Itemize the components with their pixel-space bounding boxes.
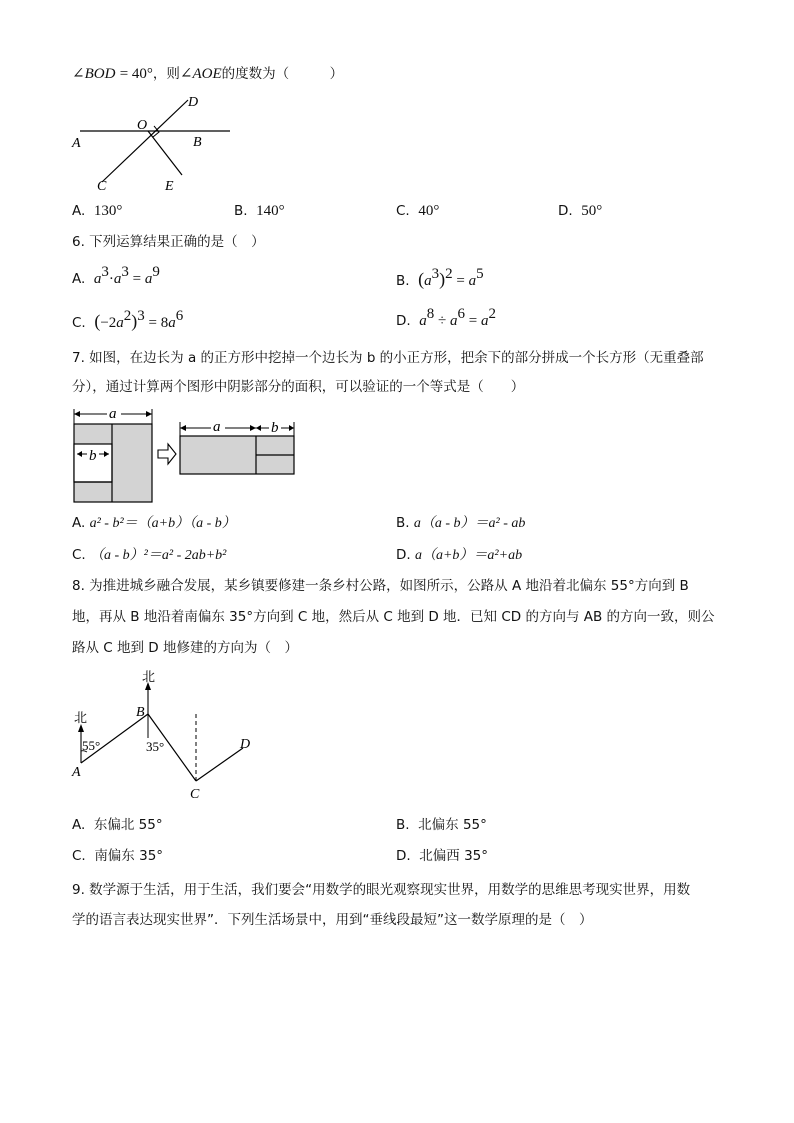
q8-option-d[interactable]: D. 北偏西 35°: [396, 848, 489, 864]
north-arrow-a-icon: [78, 724, 84, 732]
q6-option-a[interactable]: A. $a^3\cdot a^3 = a^9$: [72, 264, 160, 287]
label-b: B: [193, 135, 202, 150]
q7-option-a[interactable]: A. a² - b²＝（a+b）（a - b）: [72, 515, 236, 531]
angle-35-label: 35°: [146, 739, 165, 754]
point-a: A: [72, 765, 81, 780]
label-a: A: [72, 136, 81, 151]
q8-figure: [68, 668, 268, 803]
q7-option-b[interactable]: B. a（a - b）＝a² - ab: [396, 515, 526, 531]
q8-stem-line3: 路从 C 地到 D 地修建的方向为（ ）: [72, 640, 298, 656]
q5-stem-end: 的度数为（ ）: [221, 66, 344, 82]
road-cd: [196, 748, 243, 781]
q6-option-b[interactable]: B. $(a^3)^2 = a^5$: [396, 266, 484, 289]
q6-stem: 6. 下列运算结果正确的是（ ）: [72, 234, 265, 250]
q8-option-c[interactable]: C. 南偏东 35°: [72, 848, 164, 864]
q5-option-c[interactable]: C. 40°: [396, 203, 440, 219]
q8-option-b[interactable]: B. 北偏东 55°: [396, 817, 487, 833]
label-a-left: a: [109, 406, 117, 422]
angle-55-label: 55°: [82, 738, 101, 753]
label-b-left: b: [89, 448, 97, 464]
transform-arrow-icon: [158, 444, 176, 464]
q5-option-b[interactable]: B. 140°: [234, 203, 285, 219]
q5-option-d[interactable]: D. 50°: [558, 203, 603, 219]
label-a-right: a: [213, 419, 221, 435]
label-o: O: [137, 118, 148, 133]
q5-stem: [72, 64, 343, 84]
label-c: C: [97, 179, 107, 194]
q9-stem-line1: 9. 数学源于生活，用于生活，我们要会“用数学的眼光观察现实世界，用数学的思维思考现实世界，用数: [72, 882, 691, 898]
q7-stem-line2: 分），通过计算两个图形中阴影部分的面积，可以验证的一个等式是（ ）: [72, 379, 525, 395]
q8-option-a[interactable]: A. 东偏北 55°: [72, 817, 163, 833]
point-d: D: [240, 737, 251, 752]
q6-option-d[interactable]: D. $a^8 \div a^6 = a^2$: [396, 306, 496, 329]
angle-symbol: ∠: [179, 66, 193, 82]
label-b-right: b: [271, 420, 279, 436]
point-c: C: [190, 787, 200, 802]
q5-angle1: BOD: [84, 66, 116, 82]
q7-stem-line1: 7. 如图，在边长为 a 的正方形中挖掉一个边长为 b 的小正方形，把余下的部分拼成一个长方形（无重叠部: [72, 350, 704, 366]
north-label-a: 北: [74, 710, 88, 725]
angle-symbol: ∠: [72, 66, 85, 82]
q5-angle2: AOE: [192, 66, 222, 82]
q5-figure: [68, 90, 248, 200]
q5-stem-tail: ，则: [152, 66, 180, 82]
q8-stem-line1: 8. 为推进城乡融合发展，某乡镇要修建一条乡村公路，如图所示，公路从 A 地沿着北偏东 55°方向到 B: [72, 578, 689, 594]
q7-option-c[interactable]: C. （a - b）²＝a² - 2ab+b²: [72, 547, 227, 563]
q6-option-c[interactable]: C. $(-2a^2)^3 = 8a^6$: [72, 308, 184, 331]
north-label-b: 北: [142, 669, 156, 684]
q5-option-a[interactable]: A. 130°: [72, 203, 123, 219]
line-cd: [102, 100, 188, 182]
q9-stem-line2: 学的语言表达现实世界”．下列生活场景中，用到“垂线段最短”这一数学原理的是（ ）: [72, 912, 593, 928]
ray-oe: [148, 131, 182, 175]
label-d: D: [188, 95, 199, 110]
label-e: E: [165, 179, 174, 194]
q8-stem-line2: 地，再从 B 地沿着南偏东 35°方向到 C 地，然后从 C 地到 D 地．已知 CD 的方向与 AB 的方向一致，则公: [72, 609, 715, 625]
q5-angle1-value: = 40°: [119, 66, 153, 82]
q7-figure: [68, 404, 308, 504]
point-b: B: [136, 705, 145, 720]
q7-option-d[interactable]: D. a（a+b）＝a²+ab: [396, 547, 523, 563]
